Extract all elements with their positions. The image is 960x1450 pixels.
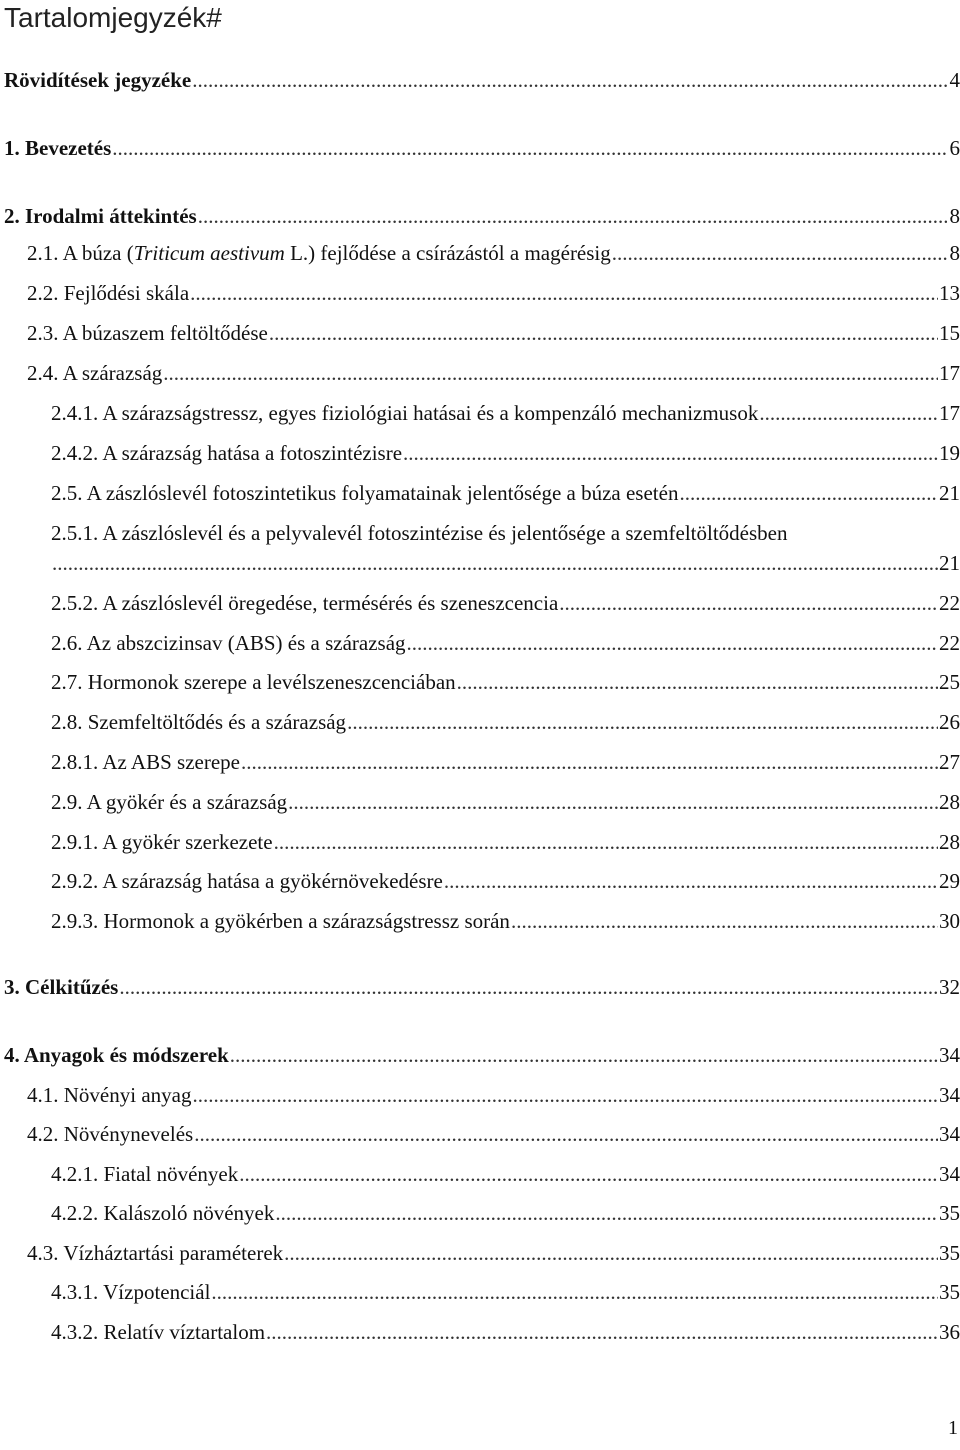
page-title: Tartalomjegyzék# xyxy=(4,2,222,33)
toc-entry-2-9-2[interactable] xyxy=(51,865,960,893)
toc-entry-title: 2.1. A búza (Triticum aestivum L.) fejlődése a csírázástól a magérésig xyxy=(27,241,611,265)
toc-entry-title: 4.3.2. Relatív víztartalom xyxy=(51,1320,266,1344)
toc-leader-dots xyxy=(288,790,938,814)
toc-entry-page: 35 xyxy=(939,1241,960,1265)
toc-entry-abbreviations[interactable] xyxy=(4,64,960,92)
toc-entry-title: 2. Irodalmi áttekintés xyxy=(4,204,197,228)
toc-leader-dots xyxy=(241,750,938,774)
toc-entry-title: 2.6. Az abszcizinsav (ABS) és a szárazság xyxy=(51,631,406,655)
toc-entry-page: 17 xyxy=(939,401,960,425)
toc-entry-materials-methods[interactable] xyxy=(4,1039,960,1067)
toc-entry-title: 2.4.2. A szárazság hatása a fotoszintézisre xyxy=(51,441,403,465)
toc-entry-2-3[interactable] xyxy=(27,317,960,345)
toc-entry-page: 28 xyxy=(939,830,960,854)
toc-leader-dots xyxy=(284,1241,938,1265)
toc-leader-dots xyxy=(511,909,938,933)
toc-leader-dots xyxy=(52,551,938,575)
toc-entry-2-5-1-title[interactable] xyxy=(51,517,940,545)
toc-entry-title: 2.5. A zászlóslevél fotoszintetikus folyamatainak jelentősége a búza esetén xyxy=(51,481,679,505)
toc-entry-title: 1. Bevezetés xyxy=(4,136,112,160)
toc-entry-2-1[interactable] xyxy=(27,237,960,265)
toc-entry-page: 27 xyxy=(939,750,960,774)
toc-entry-4-1[interactable] xyxy=(27,1079,960,1107)
toc-entry-title: 2.9. A gyökér és a szárazság xyxy=(51,790,288,814)
toc-leader-dots xyxy=(612,241,947,265)
toc-entry-2-5-1[interactable] xyxy=(51,547,960,575)
toc-leader-dots xyxy=(679,481,938,505)
toc-leader-dots xyxy=(269,321,938,345)
toc-leader-dots xyxy=(211,1280,938,1304)
toc-leader-dots xyxy=(190,281,938,305)
toc-entry-page: 34 xyxy=(939,1162,960,1186)
toc-leader-dots xyxy=(275,1201,938,1225)
toc-entry-page: 4 xyxy=(949,68,960,92)
toc-entry-introduction[interactable] xyxy=(4,132,960,160)
toc-entry-2-4-2[interactable] xyxy=(51,437,960,465)
toc-leader-dots xyxy=(239,1162,938,1186)
toc-leader-dots xyxy=(112,136,947,160)
toc-leader-dots xyxy=(403,441,938,465)
toc-leader-dots xyxy=(230,1043,938,1067)
toc-entry-2-5-2[interactable] xyxy=(51,587,960,615)
toc-entry-page: 34 xyxy=(939,1122,960,1146)
toc-entry-title: 4.2.1. Fiatal növények xyxy=(51,1162,239,1186)
toc-entry-title: 2.4.1. A szárazságstressz, egyes fiziológiai hatásai és a kompenzáló mechanizmusok xyxy=(51,401,759,425)
toc-entry-title: 2.9.1. A gyökér szerkezete xyxy=(51,830,273,854)
toc-leader-dots xyxy=(457,670,938,694)
toc-entry-page: 22 xyxy=(939,591,960,615)
toc-entry-page: 28 xyxy=(939,790,960,814)
toc-entry-title: 2.5.2. A zászlóslevél öregedése, termésérés és szeneszcencia xyxy=(51,591,559,615)
toc-leader-dots xyxy=(559,591,938,615)
toc-entry-title: 4.3.1. Vízpotenciál xyxy=(51,1280,211,1304)
toc-entry-title: 2.8. Szemfeltöltődés és a szárazság xyxy=(51,710,347,734)
page-number: 1 xyxy=(948,1417,958,1439)
toc-entry-title: Rövidítések jegyzéke xyxy=(4,68,192,92)
toc-leader-dots xyxy=(198,204,947,228)
toc-leader-dots xyxy=(407,631,938,655)
toc-entry-page: 15 xyxy=(939,321,960,345)
toc-entry-title: 2.9.2. A szárazság hatása a gyökérnövekedésre xyxy=(51,869,443,893)
toc-entry-page: 35 xyxy=(939,1201,960,1225)
toc-leader-dots xyxy=(266,1320,938,1344)
toc-entry-2-8[interactable] xyxy=(51,706,960,734)
toc-leader-dots xyxy=(119,975,938,999)
toc-entry-2-4[interactable] xyxy=(27,357,960,385)
toc-entry-4-3[interactable] xyxy=(27,1237,960,1265)
toc-entry-2-4-1[interactable] xyxy=(51,397,960,425)
toc-leader-dots xyxy=(274,830,938,854)
toc-entry-title: 2.2. Fejlődési skála xyxy=(27,281,190,305)
toc-entry-title: 3. Célkitűzés xyxy=(4,975,119,999)
toc-entry-page: 17 xyxy=(939,361,960,385)
toc-entry-title: 4. Anyagok és módszerek xyxy=(4,1043,229,1067)
toc-entry-page: 22 xyxy=(939,631,960,655)
toc-entry-2-5[interactable] xyxy=(51,477,960,505)
toc-entry-4-3-1[interactable] xyxy=(51,1276,960,1304)
toc-entry-page: 21 xyxy=(939,551,960,575)
toc-entry-page: 36 xyxy=(939,1320,960,1344)
toc-entry-4-3-2[interactable] xyxy=(51,1316,960,1344)
toc-leader-dots xyxy=(192,68,947,92)
toc-entry-page: 8 xyxy=(949,241,960,265)
toc-entry-title: 2.8.1. Az ABS szerepe xyxy=(51,750,240,774)
toc-entry-page: 19 xyxy=(939,441,960,465)
toc-entry-2-6[interactable] xyxy=(51,627,960,655)
toc-entry-title: 4.1. Növényi anyag xyxy=(27,1083,192,1107)
toc-entry-title: 2.4. A szárazság xyxy=(27,361,163,385)
toc-entry-4-2-1[interactable] xyxy=(51,1158,960,1186)
toc-entry-page: 13 xyxy=(939,281,960,305)
toc-entry-title: 2.5.1. A zászlóslevél és a pelyvalevél fotoszintézise és jelentősége a szemfeltöltődésben xyxy=(51,521,788,545)
toc-leader-dots xyxy=(192,1083,938,1107)
toc-entry-page: 34 xyxy=(939,1083,960,1107)
toc-entry-2-7[interactable] xyxy=(51,666,960,694)
toc-leader-dots xyxy=(194,1122,938,1146)
toc-leader-dots xyxy=(163,361,938,385)
toc-entry-page: 8 xyxy=(949,204,960,228)
toc-leader-dots xyxy=(444,869,938,893)
toc-entry-title: 2.9.3. Hormonok a gyökérben a szárazságstressz során xyxy=(51,909,510,933)
toc-entry-page: 30 xyxy=(939,909,960,933)
toc-entry-page: 26 xyxy=(939,710,960,734)
toc-entry-title: 4.2.2. Kalászoló növények xyxy=(51,1201,275,1225)
toc-entry-title: 2.7. Hormonok szerepe a levélszeneszcenciában xyxy=(51,670,456,694)
toc-entry-objectives[interactable] xyxy=(4,971,960,999)
toc-entry-literature-review[interactable] xyxy=(4,200,960,228)
toc-leader-dots xyxy=(347,710,938,734)
toc-entry-2-9-1[interactable] xyxy=(51,826,960,854)
toc-entry-2-9-3[interactable] xyxy=(51,905,960,933)
toc-entry-title: 2.3. A búzaszem feltöltődése xyxy=(27,321,268,345)
toc-entry-2-9[interactable] xyxy=(51,786,960,814)
toc-entry-page: 6 xyxy=(949,136,960,160)
toc-entry-2-8-1[interactable] xyxy=(51,746,960,774)
toc-entry-4-2-2[interactable] xyxy=(51,1197,960,1225)
toc-entry-page: 21 xyxy=(939,481,960,505)
toc-entry-4-2[interactable] xyxy=(27,1118,960,1146)
toc-entry-page: 29 xyxy=(939,869,960,893)
toc-entry-2-2[interactable] xyxy=(27,277,960,305)
toc-entry-page: 32 xyxy=(939,975,960,999)
toc-leader-dots xyxy=(759,401,938,425)
toc-entry-title: 4.2. Növénynevelés xyxy=(27,1122,194,1146)
toc-entry-title: 4.3. Vízháztartási paraméterek xyxy=(27,1241,284,1265)
toc-entry-page: 35 xyxy=(939,1280,960,1304)
toc-entry-page: 25 xyxy=(939,670,960,694)
toc-entry-page: 34 xyxy=(939,1043,960,1067)
